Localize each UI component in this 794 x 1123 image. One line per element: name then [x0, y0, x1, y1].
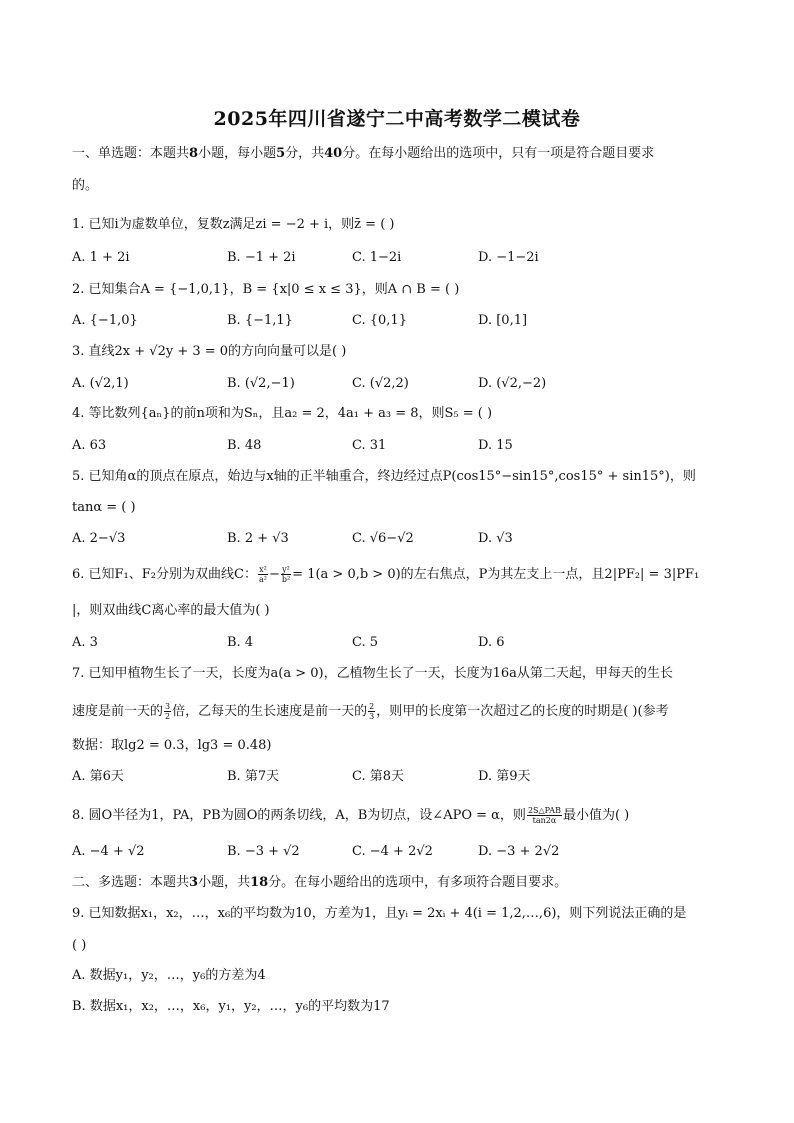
q8-option-a: A. −4 + √2: [72, 844, 145, 859]
section1-header-cont: 的。: [72, 178, 99, 193]
q8-option-d: D. −3 + 2√2: [478, 844, 560, 859]
section2-header: 二、多选题：本题共3小题，共18分。在每小题给出的选项中，有多项符合题目要求。: [72, 875, 568, 890]
q5-option-b: B. 2 + √3: [227, 531, 289, 546]
q2-option-a: A. {−1,0}: [72, 313, 138, 328]
q4-option-c: C. 31: [352, 438, 387, 453]
q7-option-c: C. 第8天: [352, 769, 405, 784]
q2-stem: 2. 已知集合A = {−1,0,1}，B = {x|0 ≤ x ≤ 3}，则A ∩ B = ( ): [72, 282, 460, 297]
q5-stem: 5. 已知角α的顶点在原点，始边与x轴的正半轴重合，终边经过点P(cos15°−sin15°,cos15° + sin15°)，则: [72, 469, 696, 484]
q7-stem-2: 速度是前一天的 $\frac{3}{2}$ 倍，乙每天的生长速度是前一天的 $\frac{2}{3}$ ，则甲的长度第一次超过乙的长度的时期是( )(参考: [72, 702, 669, 721]
q3-stem: 3. 直线2x + √2y + 3 = 0的方向向量可以是( ): [72, 344, 347, 359]
q6-option-a: A. 3: [72, 635, 98, 650]
q4-stem: 4. 等比数列{aₙ}的前n项和为Sₙ，且a₂ = 2，4a₁ + a₃ = 8，则S₅ = ( ): [72, 406, 493, 421]
q9-stem-cont: ( ): [72, 938, 87, 953]
q9-option-b: B. 数据x₁，x₂，…，x₆，y₁，y₂，…，y₆的平均数为17: [72, 999, 390, 1014]
q3-option-a: A. (√2,1): [72, 376, 129, 391]
page-title: 2025年四川省遂宁二中高考数学二模试卷: [213, 108, 581, 130]
q1-stem: 1. 已知i为虚数单位，复数z满足zi = −2 + i，则z̄ = ( ): [72, 217, 395, 232]
q9-option-a: A. 数据y₁，y₂，…，y₆的方差为4: [72, 968, 266, 983]
q8-option-c: C. −4 + 2√2: [352, 844, 433, 859]
q1-option-c: C. 1−2i: [352, 250, 402, 265]
q8-option-b: B. −3 + √2: [227, 844, 300, 859]
q2-option-b: B. {−1,1}: [227, 313, 293, 328]
q1-option-b: B. −1 + 2i: [227, 250, 296, 265]
q6-frac-y: $\frac{\text{y²}}{\text{b²}}$: [281, 565, 291, 584]
q4-option-a: A. 63: [72, 438, 107, 453]
q5-stem-cont: tanα = ( ): [72, 500, 136, 515]
q7-frac-3-2: $\frac{3}{2}$: [165, 702, 171, 721]
q8-frac: $\frac{\text{2S△PAB}}{\tan 2\alpha}$: [527, 806, 561, 825]
q7-stem: 7. 已知甲植物生长了一天，长度为a(a > 0)，乙植物生长了一天，长度为16a从第二天起，甲每天的生长: [72, 666, 673, 681]
q7-option-b: B. 第7天: [227, 769, 280, 784]
q4-option-d: D. 15: [478, 438, 513, 453]
q7-stem-3: 数据：取lg2 = 0.3，lg3 = 0.48): [72, 738, 272, 753]
q6-option-c: C. 5: [352, 635, 379, 650]
q2-option-d: D. [0,1]: [478, 313, 528, 328]
q6-option-d: D. 6: [478, 635, 505, 650]
q2-option-c: C. {0,1}: [352, 313, 407, 328]
q1-option-a: A. 1 + 2i: [72, 250, 130, 265]
q9-stem: 9. 已知数据x₁，x₂，…，x₆的平均数为10，方差为1，且yᵢ = 2xᵢ + 4(i = 1,2,…,6)，则下列说法正确的是: [72, 906, 687, 921]
q6-stem: 6. 已知F₁、F₂分别为双曲线C： $\frac{\text{x²}}{\text{a²}}$ − $\frac{\text{y²}}{\text{b²}}$ = 1(a > 0,b > 0)的左右焦点，P为其左支上一点，且2|PF₂| = 3|PF₁: [72, 565, 700, 584]
q7-frac-2-3: $\frac{2}{3}$: [369, 702, 375, 721]
q7-option-a: A. 第6天: [72, 769, 124, 784]
q1-option-d: D. −1−2i: [478, 250, 539, 265]
q6-frac-x: $\frac{\text{x²}}{\text{a²}}$: [258, 565, 267, 584]
q6-option-b: B. 4: [227, 635, 254, 650]
q5-option-d: D. √3: [478, 531, 513, 546]
q5-option-a: A. 2−√3: [72, 531, 126, 546]
q3-option-b: B. (√2,−1): [227, 376, 295, 391]
q3-option-c: C. (√2,2): [352, 376, 409, 391]
q6-stem-cont: |，则双曲线C离心率的最大值为( ): [72, 603, 270, 618]
q4-option-b: B. 48: [227, 438, 262, 453]
q3-option-d: D. (√2,−2): [478, 376, 547, 391]
section1-header: 一、单选题：本题共8小题，每小题5分，共40分。在每小题给出的选项中，只有一项是符合题目要求: [72, 146, 655, 161]
q7-option-d: D. 第9天: [478, 769, 531, 784]
q8-stem: 8. 圆O半径为1，PA，PB为圆O的两条切线，A，B为切点，设∠APO = α，则 $\frac{\text{2S△PAB}}{\tan 2\alpha}$ 最小值为( ): [72, 806, 630, 825]
q5-option-c: C. √6−√2: [352, 531, 414, 546]
